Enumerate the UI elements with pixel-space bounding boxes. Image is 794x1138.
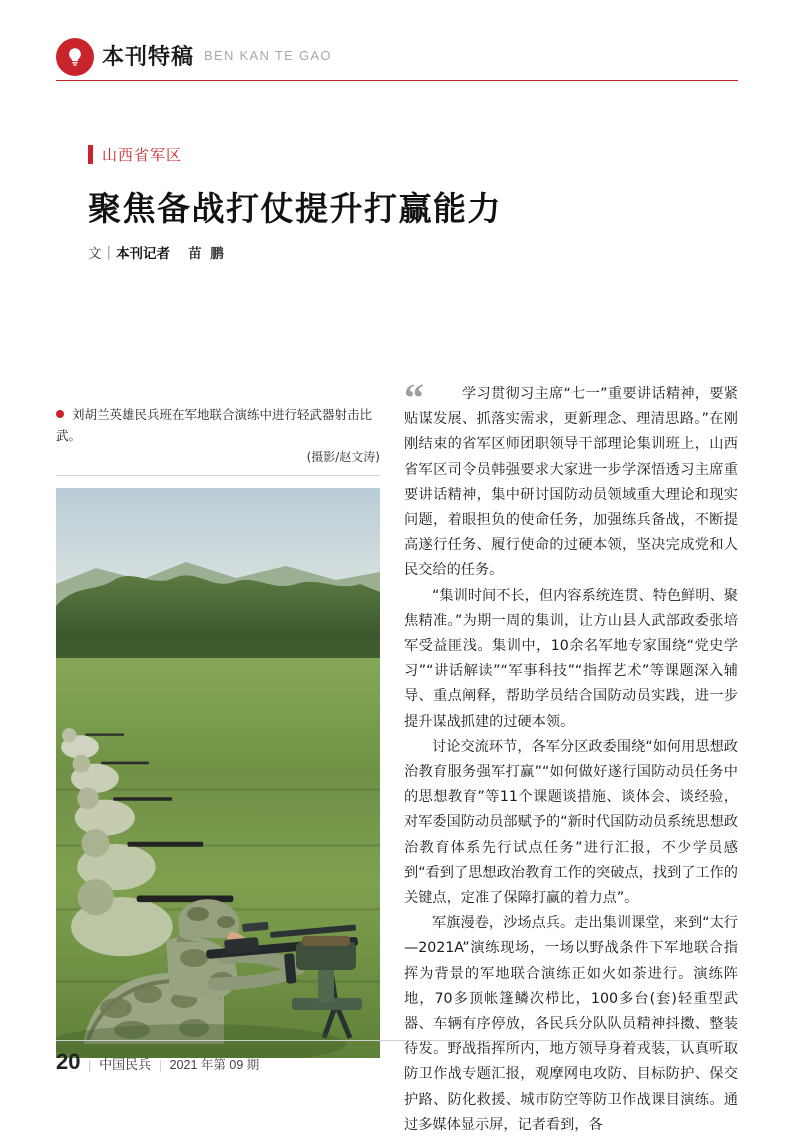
byline-label: 文 (88, 246, 102, 262)
byline-separator: | (106, 244, 112, 260)
header-divider (56, 80, 738, 81)
figure-credit: (摄影/赵文涛) (306, 450, 380, 464)
figure-column (56, 404, 380, 1058)
footer-separator-2: | (159, 1058, 162, 1072)
publication-name: 中国民兵 (99, 1058, 152, 1073)
section-title-pinyin: BEN KAN TE GAO (204, 48, 332, 63)
page-number: 20 (56, 1049, 81, 1074)
article-kicker (88, 143, 182, 165)
article-photo (56, 488, 380, 1058)
figure-caption (56, 404, 380, 476)
bullet-dot-icon (56, 410, 64, 418)
byline-author: 苗 鹏 (188, 246, 226, 262)
byline (88, 242, 226, 262)
page-footer (56, 1040, 738, 1075)
section-title: 本刊特稿 (102, 45, 195, 70)
body-paragraph: “集训时间不长，但内容系统连贯、特色鲜明、聚焦精准。”为期一周的集训，让方山县人武部政委张培军受益匪浅。集训中，10余名军地专家围绕“党史学习”“讲话解读”“军事科技”“指挥艺术”等课题深入辅导、重点阐释，帮助学员结合国防动员实践，进一步提升谋战抓建的过硬本领。 (404, 587, 738, 730)
kicker-accent-bar (88, 145, 93, 164)
lightbulb-icon (56, 38, 94, 76)
figure-caption-text: 刘胡兰英雄民兵班在军地联合演练中进行轻武器射击比武。 (56, 407, 373, 443)
page-header (56, 38, 738, 84)
byline-role: 本刊记者 (116, 246, 171, 262)
quote-mark-icon: “ (404, 375, 424, 420)
article-body (404, 375, 738, 1138)
page-title: 聚焦备战打仗提升打赢能力 (88, 189, 502, 228)
body-paragraph: 学习贯彻习主席“七一”重要讲话精神，要紧贴谋发展、抓落实需求，更新理念、理清思路。”在刚刚结束的省军区师团职领导干部理论集训班上，山西省军区司令员韩强要求大家进一步学深悟透习主席重要讲话精神，集中研讨国防动员领域重大理论和现实问题，着眼担负的使命任务，加强练兵备战，不断提高遂行任务、履行使命的过硬本领，坚决完成党和人民交给的任务。 (404, 386, 738, 579)
footer-separator: | (88, 1057, 92, 1072)
body-paragraph: 军旗漫卷，沙场点兵。走出集训课堂，来到“太行—2021A”演练现场，一场以野战条件下军地联合指挥为背景的军地联合演练正如火如荼进行。演练阵地，70多顶帐篷鳞次栉比，100多台(套)轻重型武器、车辆有序停放，各民兵分队队员精神抖擞、整装待发。野战指挥所内，地方领导身着戎装，认真听取防卫作战专题汇报，观摩网电攻防、目标防护、保交护路、防化救援、城市防空等防卫作战课目演练。通过多媒体显示屏，记者看到，各 (404, 915, 738, 1133)
issue-label: 2021 年第 09 期 (169, 1058, 260, 1072)
body-paragraph: 讨论交流环节，各军分区政委围绕“如何用思想政治教育服务强军打赢”“如何做好遂行国防动员任务中的思想教育”等11个课题谈措施、谈体会、谈经验，对军委国防动员部赋予的“新时代国防动员系统思想政治教育体系先行试点任务”进行汇报，不少学员感到“看到了思想政治教育工作的突破点，找到了工作的关键点，定准了保障打赢的着力点”。 (404, 738, 738, 907)
kicker-label: 山西省军区 (102, 145, 183, 164)
